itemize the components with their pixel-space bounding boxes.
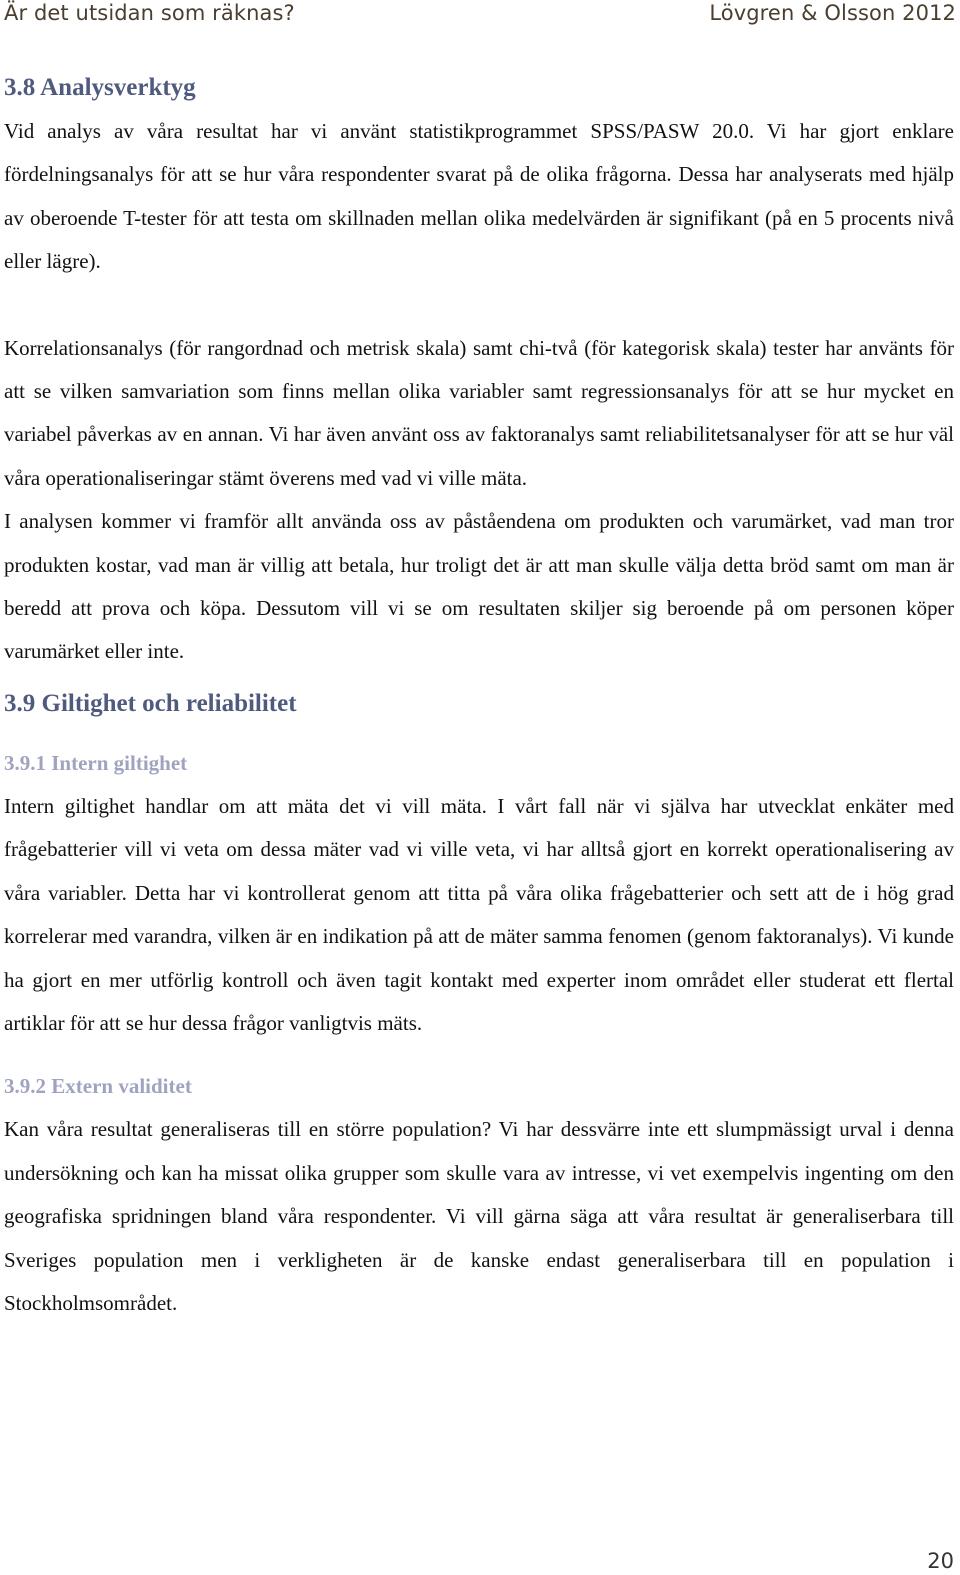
paragraph-intern-giltighet: Intern giltighet handlar om att mäta det vi vill mäta. I vårt fall när vi själva har utvecklat enkäter med frågebatterier vill vi veta om dessa mäter vad vi ville veta, vi har alltså gjort en korrekt operationalisering av våra variabler. Detta har vi kontrollerat genom att titta på våra olika frågebatterier och sett att de i hög grad korrelerar med varandra, vilken är en indikation på att de mäter samma fenomen (genom faktoranalys). Vi kunde ha gjort en mer utförlig kontroll och även tagit kontakt med experter inom området eller studerat ett flertal artiklar för att se hur dessa frågor vanligtvis mäts. xyxy=(4,793,954,1035)
subsection-heading-3-9-2: 3.9.2 Extern validitet xyxy=(4,1074,192,1099)
paragraph-extern-validitet: Kan våra resultat generaliseras till en större population? Vi har dessvärre inte ett slumpmässigt urval i denna undersökning och kan ha missat olika grupper som skulle vara av intresse, vi vet exempelvis ingenting om den geografiska spridningen bland våra respondenter. Vi vill gärna säga att våra resultat är generaliserbara till Sveriges population men i verkligheten är de kanske endast generaliserbara till en population i Stockholmsområdet. xyxy=(4,1117,954,1315)
page-content xyxy=(4,70,954,1325)
document-authors: Lövgren & Olsson 2012 xyxy=(709,1,956,25)
paragraph-analysverktyg-3: I analysen kommer vi framför allt använda oss av påståendena om produkten och varumärket, vad man tror produkten kostar, vad man är villig att betala, hur troligt det är att man skulle välja detta bröd samt om man är beredd att prova och köpa. Dessutom vill vi se om resultaten skiljer sig beroende på om personen köper varumärket eller inte. xyxy=(4,509,954,664)
running-header xyxy=(0,0,960,30)
section-heading-3-8: 3.8 Analysverktyg xyxy=(4,74,196,101)
subsection-heading-3-9-1: 3.9.1 Intern giltighet xyxy=(4,750,188,775)
paragraph-analysverktyg-2: Korrelationsanalys (för rangordnad och metrisk skala) samt chi-två (för kategorisk skala) tester har använts för att se vilken samvariation som finns mellan olika variabler samt regressionsanalys för att se hur mycket en variabel påverkas av en annan. Vi har även använt oss av faktoranalys samt reliabilitetsanalyser för att se hur väl våra operationaliseringar stämt överens med vad vi ville mäta. xyxy=(4,335,954,490)
document-title: Är det utsidan som räknas? xyxy=(4,1,295,25)
section-heading-3-9: 3.9 Giltighet och reliabilitet xyxy=(4,689,297,717)
paragraph-analysverktyg-1: Vid analys av våra resultat har vi använt statistikprogrammet SPSS/PASW 20.0. Vi har gjort enklare fördelningsanalys för att se hur våra respondenter svarat på de olika frågorna. Dessa har analyserats med hjälp av oberoende T-tester för att testa om skillnaden mellan olika medelvärden är signifikant (på en 5 procents nivå eller lägre). xyxy=(4,119,954,274)
page-number: 20 xyxy=(927,1549,954,1573)
